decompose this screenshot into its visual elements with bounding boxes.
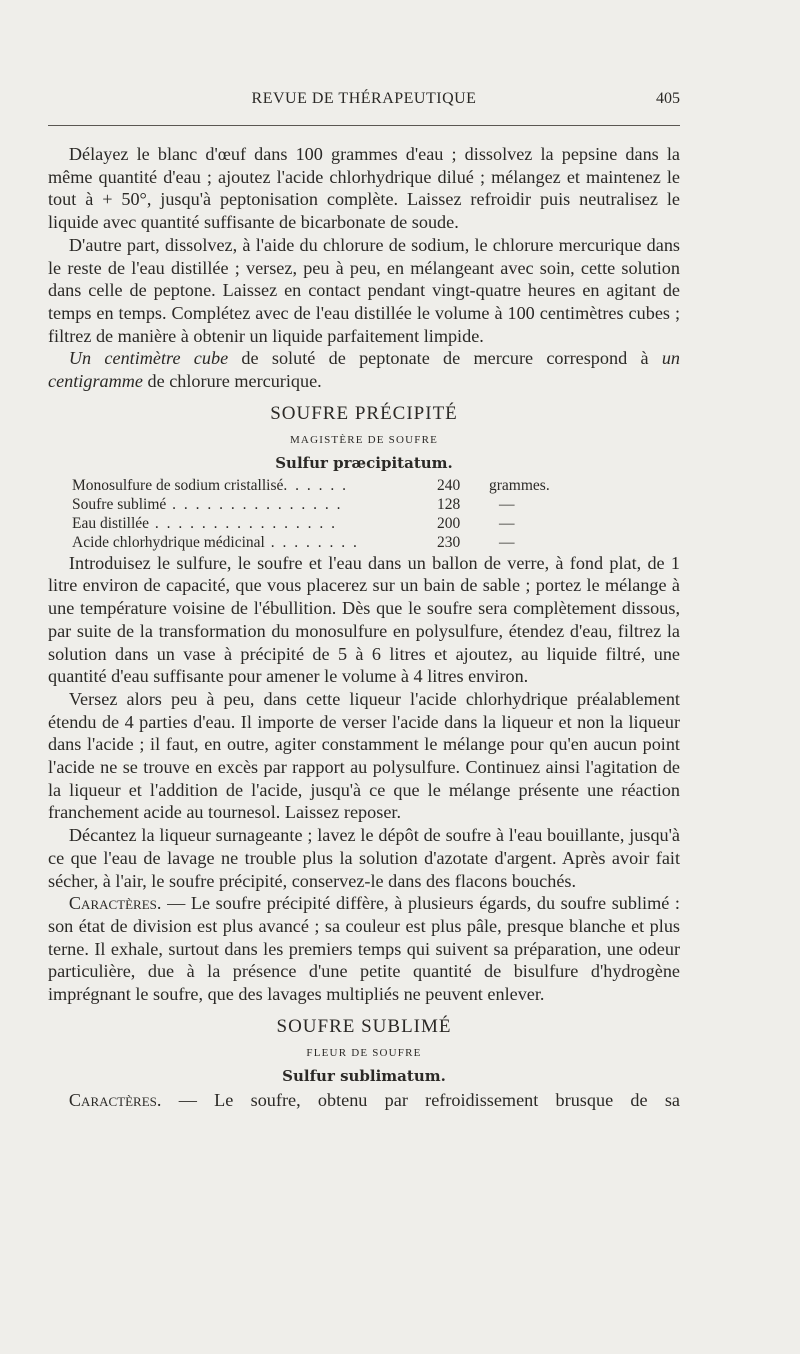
ingredient-row (72, 476, 550, 495)
correspondence-paragraph (48, 347, 680, 392)
caracteres-text: — Le soufre précipité diffère, à plusieurs égards, du soufre sublimé : son état de division est plus avancé ; sa couleur est plus pâle, presque blanche et plus terne. Il exhale, surtout dans les premiers temps qui suivent sa préparation, une odeur particulière, due à la présence d'une petite quantité de bisulfure d'hydrogène imprégnant le soufre, que des lavages multipliés ne peuvent enlever. (48, 893, 680, 1005)
header-rule (48, 125, 680, 126)
leader-dots: . . . . . . . . . . . . . . . . (149, 514, 338, 532)
procedure-paragraph-3: Décantez la liqueur surnageante ; lavez le dépôt de soufre à l'eau bouillante, jusqu'à ce que l'eau de lavage ne trouble plus la solution d'azotate d'argent. Après avoir fait sécher, à l'air, le soufre précipité, conservez-le dans des flacons bouchés. (48, 825, 680, 891)
ingredient-unit: — (499, 495, 515, 513)
ingredient-quantity: 230 (437, 533, 461, 551)
procedure-paragraph-2: Versez alors peu à peu, dans cette liqueur l'acide chlorhydrique préalablement étendu de 4 parties d'eau. Il importe de verser l'acide dans la liqueur et non la liqueur dans l'acide ; il faut, en outre, agiter constamment le mélange pour qu'en aucun point l'acide ne se trouve en excès par rapport au polysulfure. Continuez ainsi l'agitation de la liqueur et l'addition de l'acide, jusqu'à ce que le mélange présente une réaction franchement acide au tournesol. Laissez reposer. (48, 688, 680, 823)
ingredient-unit: — (499, 514, 515, 532)
procedure-paragraph-1: Introduisez le sulfure, le soufre et l'eau dans un ballon de verre, à fond plat, de 1 litre environ de capacité, que vous placerez sur un bain de sable ; portez le mélange à une température voisine de l'ébullition. Dès que le soufre sera complètement dissous, par suite de la transformation du monosulfure en polysulfure, étendez d'eau, filtrez la solution dans un vase à précipité de 5 à 6 litres et ajoutez, au liquide filtré, une quantité d'eau suffisante pour amener le volume à 4 litres environ. (48, 552, 680, 687)
section-latin-sublime: Sulfur sublimatum. (282, 1066, 446, 1085)
ingredient-name: Acide chlorhydrique médicinal (72, 533, 265, 551)
correspondence-italic-2: un centigramme (48, 348, 681, 392)
section-title-precipite: SOUFRE PRÉCIPITÉ (270, 402, 458, 424)
page-body (48, 143, 680, 1112)
caracteres-paragraph-precipite (48, 892, 680, 1006)
running-header (48, 90, 680, 114)
caracteres-label: Caractères. (68, 1089, 162, 1110)
ingredient-name: Monosulfure de sodium cristallisé (72, 476, 284, 494)
intro-paragraph-2: D'autre part, dissolvez, à l'aide du chlorure de sodium, le chlorure mercurique dans le reste de l'eau distillée ; versez, peu à peu, en mélangeant avec soin, cette solution dans celle de peptone. Laissez en contact pendant vingt-quatre heures en agitant de temps en temps. Complétez avec de l'eau distillée le volume à 100 centimètres cubes ; filtrez de manière à obtenir un liquide parfaitement limpide. (48, 234, 680, 346)
page-number: 405 (656, 90, 680, 107)
ingredient-quantity: 240 (437, 476, 461, 494)
section-subtitle-sublime: FLEUR DE SOUFRE (306, 1046, 422, 1059)
ingredient-name: Eau distillée (72, 514, 150, 532)
correspondence-text-2: de chlorure mercurique. (142, 371, 322, 392)
leader-dots: . . . . . . (283, 476, 348, 494)
leader-dots: . . . . . . . . . . . . . . . (166, 495, 343, 513)
intro-paragraph-1: Délayez le blanc d'œuf dans 100 grammes d'eau ; dissolvez la pepsine dans la même quantité d'eau ; ajoutez l'acide chlorhydrique dilué ; mélangez et maintenez le tout à + 50°, jusqu'à peptonisation complète. Laissez refroidir puis neutralisez le liquide avec quantité suffisante de bicarbonate de soude. (48, 144, 680, 233)
section-title-sublime: SOUFRE SUBLIMÉ (276, 1015, 452, 1037)
ingredient-table (72, 476, 550, 552)
section-subtitle-precipite: MAGISTÈRE DE SOUFRE (289, 433, 439, 446)
caracteres-paragraph-sublime (48, 1089, 680, 1112)
correspondence-italic-1: Un centimètre cube (68, 348, 229, 369)
ingredient-row (72, 495, 550, 514)
ingredient-unit: grammes. (489, 476, 550, 494)
ingredient-row (72, 514, 550, 533)
leader-dots: . . . . . . . . (264, 533, 359, 551)
ingredient-name: Soufre sublimé (72, 495, 167, 513)
running-title: REVUE DE THÉRAPEUTIQUE (251, 90, 477, 107)
section-latin-precipite: Sulfur præcipitatum. (275, 453, 453, 472)
correspondence-text-1: de soluté de peptonate de mercure correspond à (228, 348, 662, 369)
ingredient-quantity: 200 (437, 514, 461, 532)
ingredient-quantity: 128 (437, 495, 461, 513)
caracteres-text: — Le soufre, obtenu par refroidissement brusque de sa (161, 1089, 680, 1110)
ingredient-row (72, 533, 550, 552)
ingredient-unit: — (499, 533, 515, 551)
caracteres-label: Caractères. (68, 893, 162, 914)
